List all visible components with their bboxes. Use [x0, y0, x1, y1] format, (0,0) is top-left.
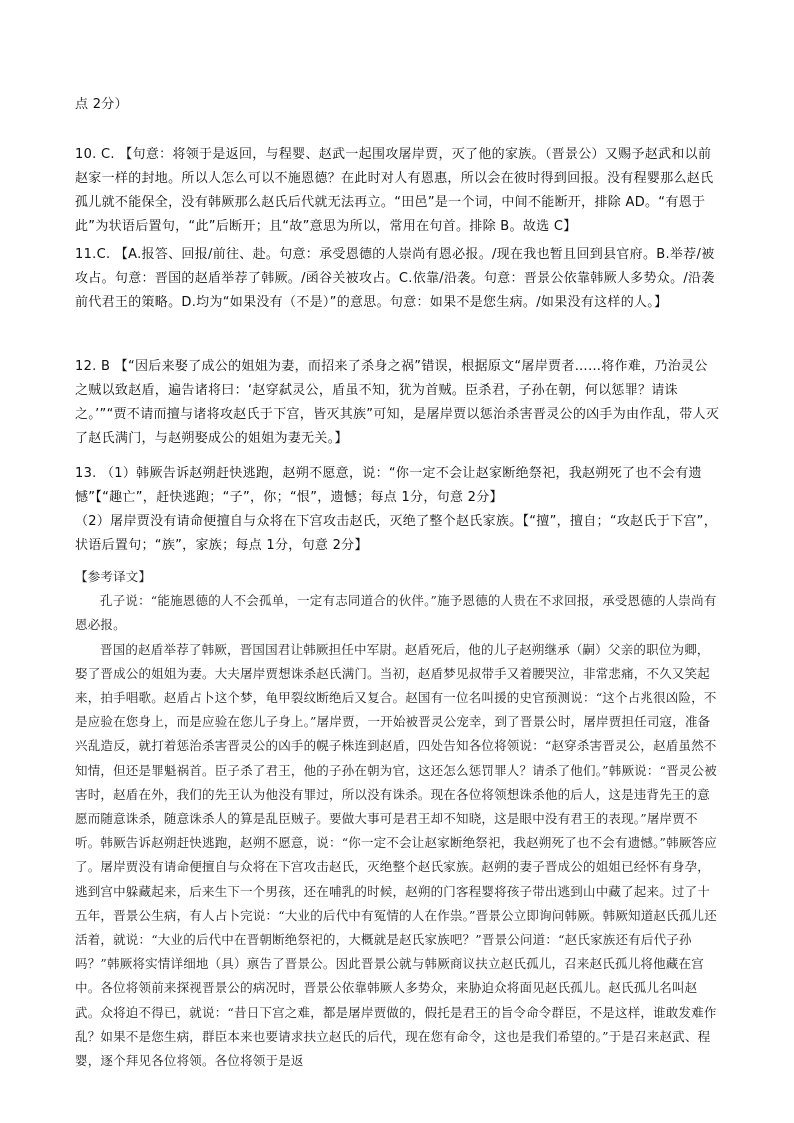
translation-header: 【参考译文】	[75, 569, 152, 584]
answer-q10: 10. C. 【句意：将领于是返回，与程婴、赵武一起围攻屠岸贾，灭了他的家族。（晋景公）又赐予赵武和以前赵家一样的封地。所以人怎么可以不施恩德？在此时对人有恩惠，所以会在彼时得到回报。没有程婴那么赵氏孤儿就不能保全，没有韩厥那么赵氏后代就无法再立。“田邑”是一个词，中间不能断开，排除 AD。“有恩于此”为状语后置句，“此”后断开；且“故”意思为所以，常用在句首。排除 B。故选 C】	[75, 147, 714, 234]
translation-paragraph: 晋国的赵盾举荐了韩厥，晋国国君让韩厥担任中军尉。赵盾死后，他的儿子赵朔继承（嗣）父亲的职位为卿，娶了晋成公的姐姐为妻。大夫屠岸贾想诛杀赵氏满门。当初，赵盾梦见叔带手又着腰哭泣，非常悲痛，不久又笑起来，拍手唱歌。赵盾占卜这个梦，龟甲裂纹断绝后又复合。赵国有一位名叫援的史官预测说：“这个占兆很凶险，不是应验在您身上，而是应验在您儿子身上。”屠岸贾，一开始被晋灵公宠幸，到了晋景公时，屠岸贾担任司寇，准备兴乱造反，就打着惩治杀害晋灵公的凶手的幌子株连到赵盾，四处告知各位将领说：“赵穿杀害晋灵公，赵盾虽然不知情，但还是罪魁祸首。臣子杀了君王，他的子孙在朝为官，这还怎么惩罚罪人？请杀了他们。”韩厥说：“晋灵公被害时，赵盾在外，我们的先王认为他没有罪过，所以没有诛杀。现在各位将领想诛杀他的后人，这是违背先王的意愿而随意诛杀，随意诛杀人的算是乱臣贼子。要做大事可是君王却不知晓，这是眼中没有君王的表现。”屠岸贾不听。韩厥告诉赵朔赶快逃跑，赵朔不愿意，说：“你一定不会让赵家断绝祭祀，我赵朔死了也不会有遗憾。”韩厥答应了。屠岸贾没有请命便擅自与众将在下宫攻击赵氏，灭绝整个赵氏家族。赵朔的妻子晋成公的姐姐已经怀有身孕，逃到宫中躲藏起来，后来生下一个男孩，还在哺乳的时候，赵朔的门客程婴将孩子带出逃到山中藏了起来。过了十五年，晋景公生病，有人占卜完说：“大业的后代中有冤情的人在作祟。”晋景公立即询问韩厥。韩厥知道赵氏孤儿还活着，就说：“大业的后代中在晋朝断绝祭祀的，大概就是赵氏家族吧？”晋景公问道：“赵氏家族还有后代子孙吗？”韩厥将实情详细地（具）禀告了晋景公。因此晋景公就与韩厥商议扶立赵氏孤儿，召来赵氏孤儿将他藏在宫中。各位将领前来探视晋景公的病况时，晋景公依靠韩厥人多势众，来胁迫众将面见赵氏孤儿。赵氏孤儿名叫赵武。众将迫不得已，就说：“昔日下宫之难，都是屠岸贾做的，假托是君王的旨令命令群臣，不是这样，谁敢发难作乱？如果不是您生病，群臣本来也要请求扶立赵氏的后代，现在您有命令，这也是我们希望的。”于是召来赵武、程婴，逐个拜见各位将领。各位将领于是返	[75, 641, 717, 1069]
answer-q11: 11.C. 【A.报答、回报/前往、赴。句意：承受恩德的人崇尚有恩必报。/现在我也暂且回到县官府。B.举荐/被攻占。句意：晋国的赵盾举荐了韩厥。/函谷关被攻占。C.依靠/沿袭。句意：晋景公依靠韩厥人多势众。/沿袭前代君王的策略。D.均为“如果没有（不是）”的意思。句意：如果不是您生病。/如果没有这样的人。】	[75, 247, 715, 310]
answer-q12: 12. B 【“因后来娶了成公的姐姐为妻，而招来了杀身之祸”错误，根据原文“屠岸贾者……将作难，乃治灵公之贼以致赵盾，遍告诸将曰：‘赵穿弑灵公，盾虽不知，犹为首贼。臣杀君，子孙在朝，何以惩罪？请诛之。’”“贾不请而擅与诸将攻赵氏于下宫，皆灭其族”可知，是屠岸贾以惩治杀害晋灵公的凶手为由作乱，带人灭了赵氏满门，与赵朔娶成公的姐姐为妻无关。】	[75, 359, 720, 446]
translation-paragraph: 孔子说：“能施恩德的人不会孤单，一定有志同道合的伙伴。”施予恩德的人贵在不求回报，承受恩德的人崇尚有恩必报。	[75, 593, 717, 633]
answer-fragment: 点 2分）	[75, 97, 128, 112]
answer-q13-part1: 13. （1）韩厥告诉赵朔赶快逃跑，赵朔不愿意，说：“你一定不会让赵家断绝祭祀，我赵朔死了也不会有遗憾”【“趣亡”，赶快逃跑；“子”，你；“恨”，遗憾；每点 1分，句意 2分】	[75, 466, 702, 505]
reference-translation	[75, 565, 720, 1073]
answer-q13-part2: （2）屠岸贾没有请命便擅自与众将在下宫攻击赵氏，灭绝了整个赵氏家族。【“擅”，擅自；“攻赵氏于下宫”，状语后置句；“族”，家族；每点 1分，句意 2分】	[75, 514, 718, 553]
